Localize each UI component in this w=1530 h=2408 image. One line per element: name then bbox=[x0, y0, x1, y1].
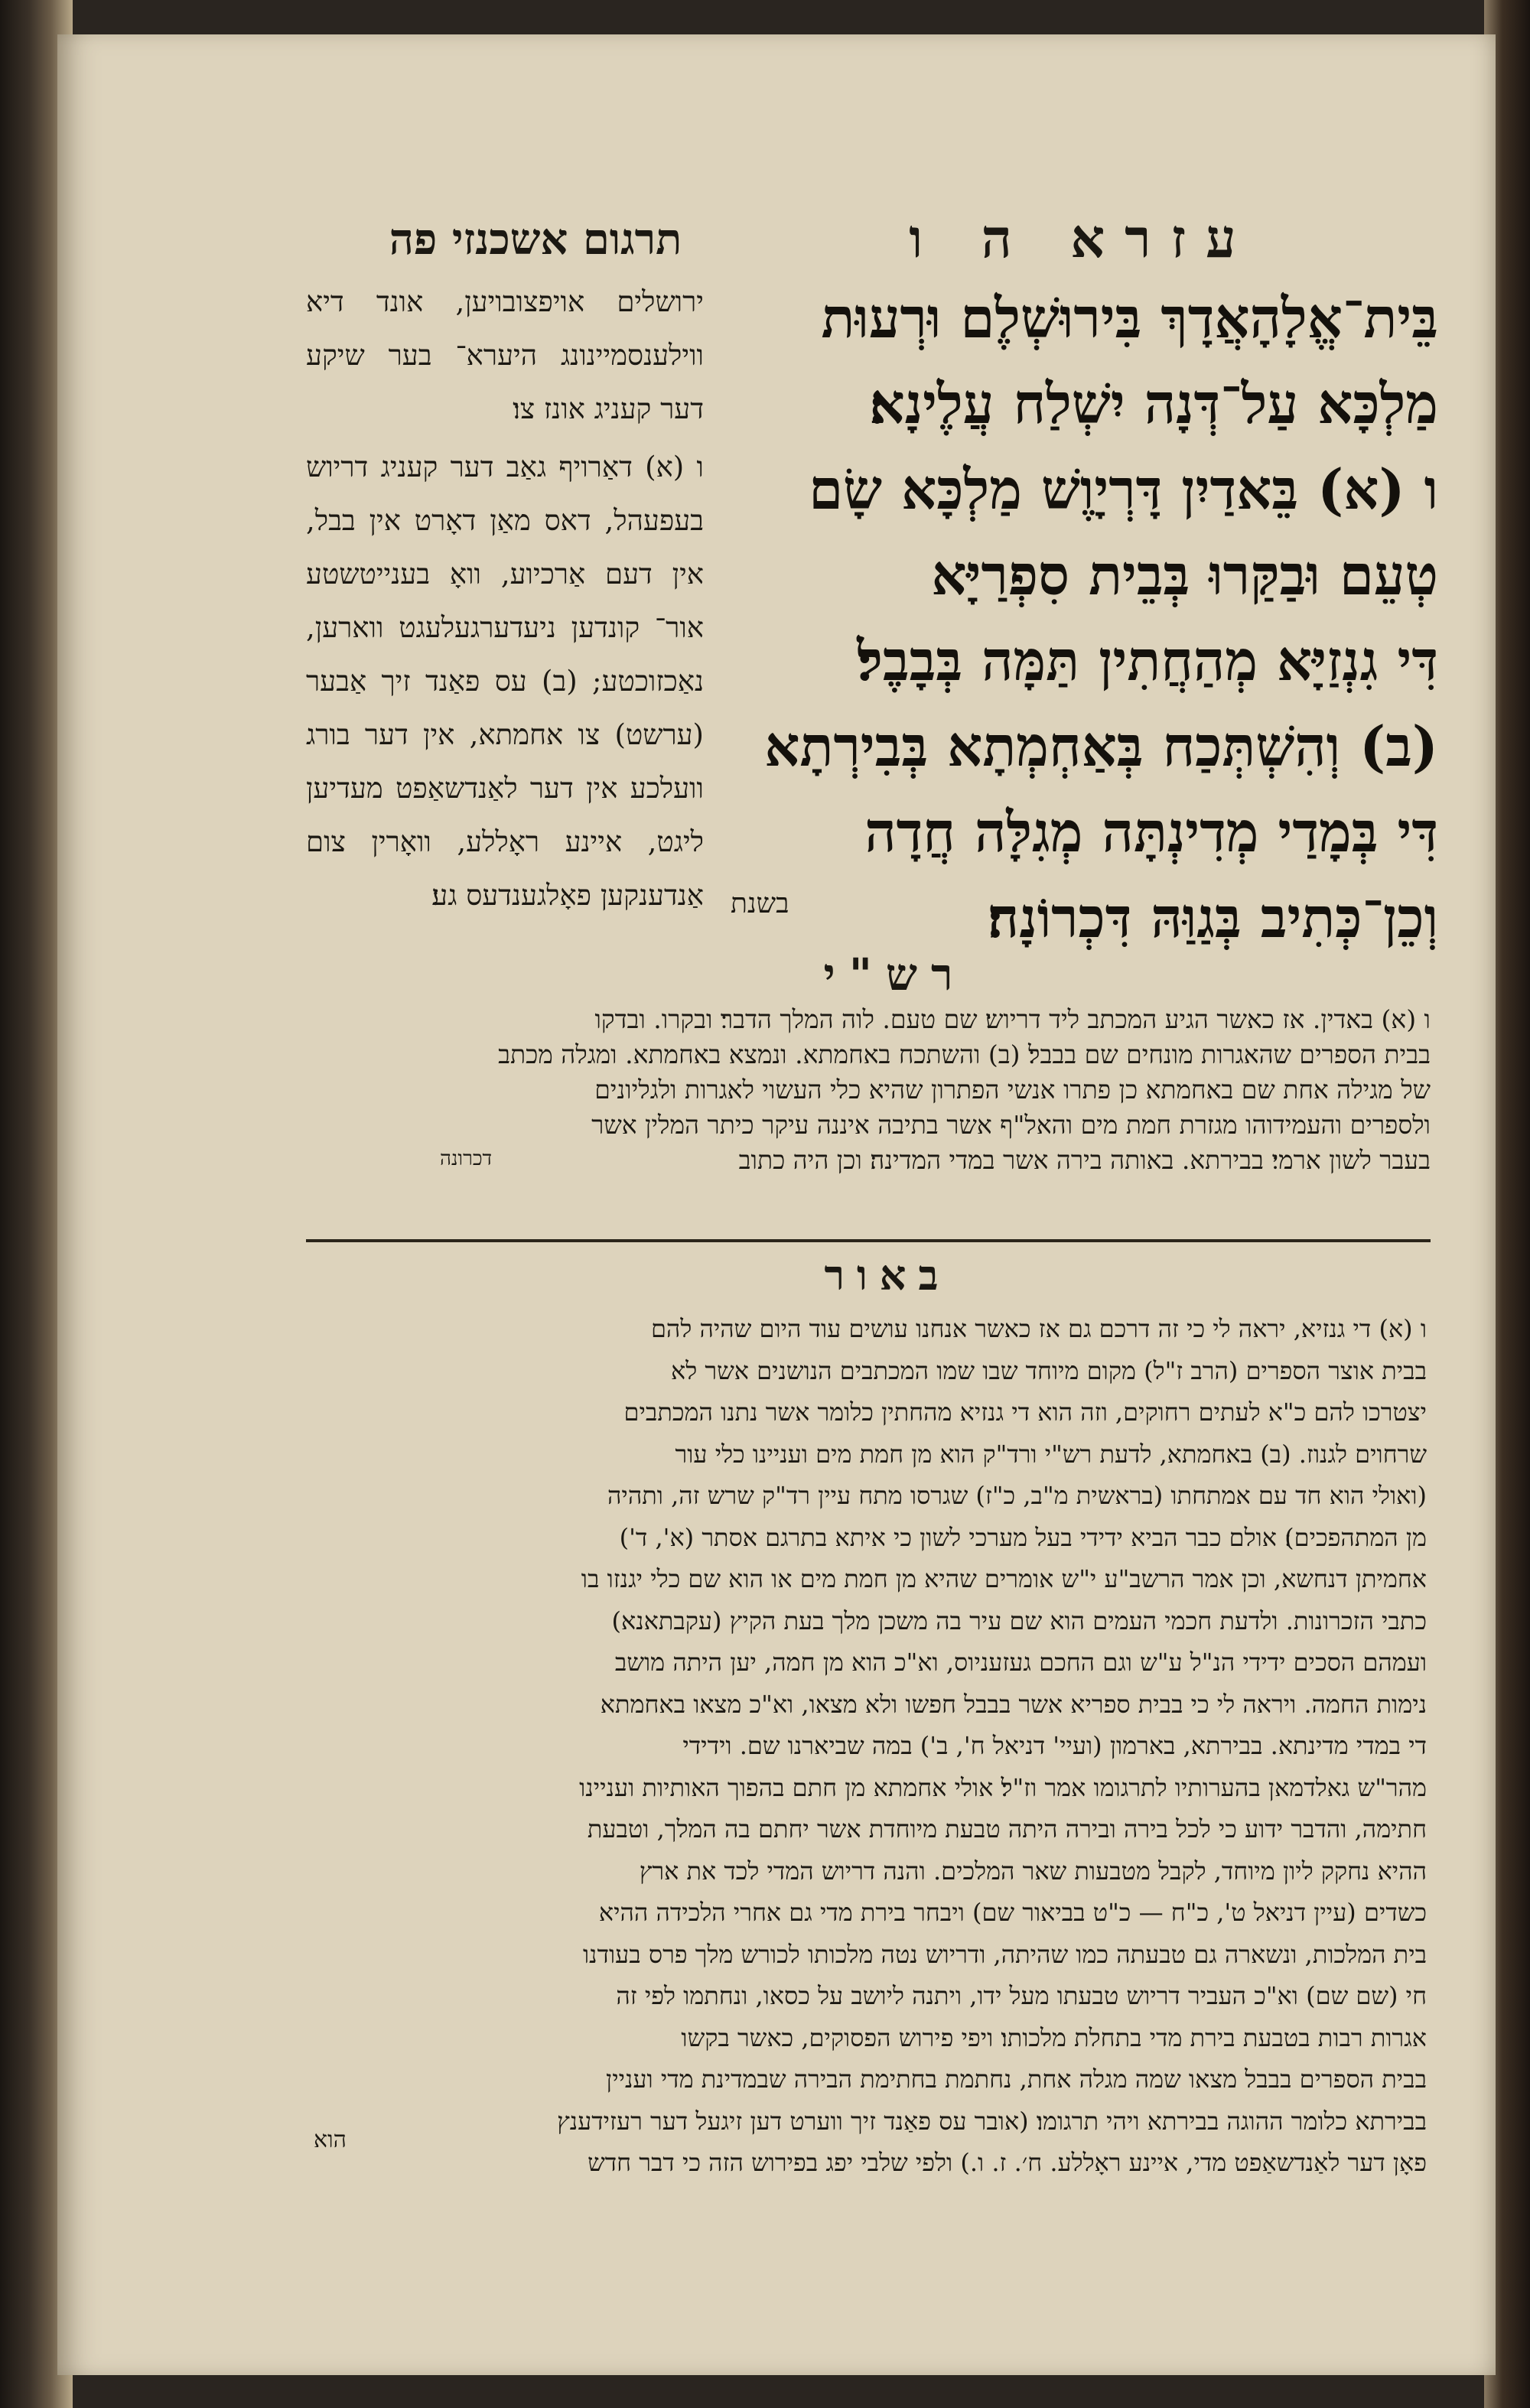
targum-paragraph: ו (א) דאַרויף גאַב דער קעניג דריוש בעפעהל, דאס מאַן דאָרט אין בבל, אין דעם אַרכיוע, וואָ בענייטשטע אור־ קונדען ניעדערגעלעגט ווארען, נאַכזוכטע; (ב) עס פאַנד זיך אַבער (ערשט) צו אחמתא, אין דער בורג וועלכע אין דער לאַנדשאַפט מעדיען ליגט, איינע ראָללע, וואָרין צום אַנדענקען פאָלגענדעס גע׃ bbox=[306, 451, 704, 912]
targum-paragraph: ירושלים אויפצובויען, אונד דיא ווילענסמיינונג היערא־ בער שיקע דער קעניג אונז צו׃ bbox=[306, 285, 704, 425]
rashi-line: בעבר לשון ארמי׃ בבירתא. באותה בירה אשר במדי המדינה׃ וכן היה כתוב bbox=[738, 1145, 1431, 1175]
rashi-line: ולספרים והעמידוהו מגזרת חמת מים והאל"ף אשר בתיבה איננה עיקר כיתר המלין אשר bbox=[591, 1110, 1431, 1140]
biur-line: בבית אוצר הספרים (הרב ז"ל) מקום מיוחד שבו שמו המכתבים הנושנים אשר לא bbox=[671, 1355, 1427, 1385]
biur-line: אחמיתן דנחשא, וכן אמר הרשב"ע י"ש אומרים שהיא מן חמת מים או הוא שם כלי יגנזו בו bbox=[581, 1564, 1427, 1593]
biur-line: בבית הספרים בבבל מצאו שמה מגלה אחת, נחתמת בחתימת הבירה שבמדינת מדי ועניין bbox=[606, 2065, 1427, 2094]
rashi-catchword: דכרונה bbox=[440, 1147, 493, 1170]
aramaic-text-column bbox=[719, 275, 1438, 961]
aramaic-line: בֵּית־אֱלָהָאֲדָךְ בִּירוּשְׁלֶם וּרְעוּת bbox=[821, 285, 1438, 350]
biur-line: חתימה, והדבר ידוע כי לכל בירה ובירה היתה טבעת מיוחדת אשר יחתם בה המלך, וטבעת bbox=[587, 1814, 1427, 1843]
biur-line: (ואולי הוא חד עם אמתחתו (בראשית מ"ב, כ"ז) שגרסו מתח עיין רד"ק שרש זה, ותהיה bbox=[607, 1481, 1427, 1510]
biur-line: נימות החמה. ויראה לי כי בבית ספריא אשר בבבל חפשו ולא מצאו, וא"כ מצאו באחמתא bbox=[600, 1689, 1427, 1719]
biur-heading: באור bbox=[824, 1251, 951, 1300]
section-divider bbox=[306, 1239, 1431, 1242]
aramaic-line: ו (א) בֵּאדַיִן דָּרְיָוֶשׁ מַלְכָּא שָׂם bbox=[809, 457, 1438, 522]
biur-line: כתבי הזכרונות. ולדעת חכמי העמים הוא שם עיר בה משכן מלך בעת הקיץ (עקבתאנא) bbox=[611, 1606, 1427, 1635]
biur-line: מן המתהפכים)׃ אולם כבר הביא ידידי בעל מערכי לשון כי איתא בתרגם אסתר (א', ד') bbox=[619, 1522, 1427, 1552]
aramaic-line: טְעֵם וּבַקַּרוּ בְּבֵית סִפְרַיָּא bbox=[931, 542, 1438, 607]
aramaic-line: וְכֵן־כְּתִיב בְּגַוַּהּ דִּכְרוֹנָה׃ bbox=[987, 885, 1438, 950]
running-header-left: תרגום אשכנזי פה bbox=[389, 214, 682, 265]
biur-line: ועמהם הסכים ידידי הנ"ל ע"ש וגם החכם געזעניוס, וא"כ הוא מן חמה, יען היתה מושב bbox=[614, 1648, 1427, 1677]
aramaic-line: דִּי בְּמָדַי מְדִינְתָּה מְגִלָּה חֲדָה bbox=[864, 799, 1438, 864]
aramaic-line: דִּי גִנְזַיָּא מְהַחֲתִין תַּמָּה בְּבָבֶל׃ bbox=[857, 628, 1438, 693]
biur-catchword: הוא bbox=[314, 2127, 347, 2153]
biur-line: ההיא נחקק ליון מיוחד, לקבל מטבעות שאר המלכים. והנה דריוש המדי לכד את ארץ bbox=[639, 1856, 1427, 1886]
biur-line: די במדי מדינתא. בבירתא, בארמון (ועיי' דניאל ח', ב') במה שביארנו שם. וידידי bbox=[682, 1731, 1427, 1760]
aramaic-line: (ב) וְהִשְׁתְּכַח בְּאַחְמְתָא בְּבִירְתָא bbox=[764, 714, 1438, 779]
biur-line: יצטרכו להם כ"א לעתים רחוקים, וזה הוא די גנזיא מהחתין כלומר אשר נתנו המכתבים bbox=[623, 1398, 1427, 1427]
aramaic-catchword: בשנת bbox=[731, 888, 789, 919]
targum-column bbox=[306, 275, 704, 964]
biur-line: ו (א) די גנזיא, יראה לי כי זה דרכם גם אז כאשר אנחנו עושים עוד היום שהיה להם bbox=[650, 1314, 1427, 1343]
aramaic-line: מַלְכָּא עַל־דְּנָה יִשְׁלַח עֲלֶינָא׃ bbox=[869, 371, 1438, 436]
biur-line: חי (שם שם) וא"כ העביר דריוש טבעתו מעל ידו, ויתנה ליושב על כסאו, ונחתמו לפי זה bbox=[616, 1981, 1427, 2010]
biur-line: בבירתא כלומר ההוגה בבירתא ויהי תרגומו׃ (אובר עס פאַנד זיך ווערט דען זיגעל דער רעזידענץ bbox=[557, 2106, 1427, 2136]
biur-line: אגרות רבות בטבעת בירת מדי בתחלת מלכותו׃ ויפי פירוש הפסוקים, כאשר בקשו bbox=[681, 2022, 1427, 2052]
biur-line: בית המלכות, ונשארה גם טבעתה כמו שהיתה, ודריוש נטה מלכותו לכורש מלך פרס בעודנו bbox=[582, 1939, 1427, 1969]
biur-line: מהר"ש גאלדמאן בהערותיו לתרגומו אמר וז"ל׃ אולי אחמתא מן חתם בהפוך האותיות ועניינו bbox=[579, 1772, 1427, 1802]
biur-commentary bbox=[310, 1308, 1427, 2184]
rashi-line: ו (א) באדין. אז כאשר הגיע המכתב ליד דריוש׃ שם טעם. לוה המלך הדבר׃ ובקרו. ובדקו bbox=[594, 1004, 1431, 1034]
biur-line: שרחוים לגנוז. (ב) באחמתא, לדעת רש"י ורד"ק הוא מן חמת מים ועניינו כלי עור bbox=[675, 1439, 1427, 1469]
rashi-line: של מגילה אחת שם באחמתא כן פתרו אנשי הפתרון שהיא כלי העשוי לאגרות ולגליונים bbox=[594, 1075, 1431, 1105]
rashi-line: בבית הספרים שהאגרות מונחים שם בבבל׃ (ב) והשתכח באחמתא. ונמצא באחמתא. ומגלה מכתב bbox=[498, 1040, 1431, 1069]
biur-line: פאָן דער לאַנדשאַפט מדי, איינע ראָללע. ח׳. ז. ו.) ולפי שלבי יפג בפירוש הזה כי דבר חדש bbox=[588, 2148, 1427, 2177]
biur-line: כשדים (עיין דניאל ט', כ"ח — כ"ט בביאור שם) ויבחר בירת מדי גם אחרי הלכידה ההיא bbox=[598, 1898, 1427, 1927]
rashi-heading: רש"י bbox=[823, 949, 967, 1001]
running-header-right: עזרא ה ו bbox=[909, 207, 1256, 270]
